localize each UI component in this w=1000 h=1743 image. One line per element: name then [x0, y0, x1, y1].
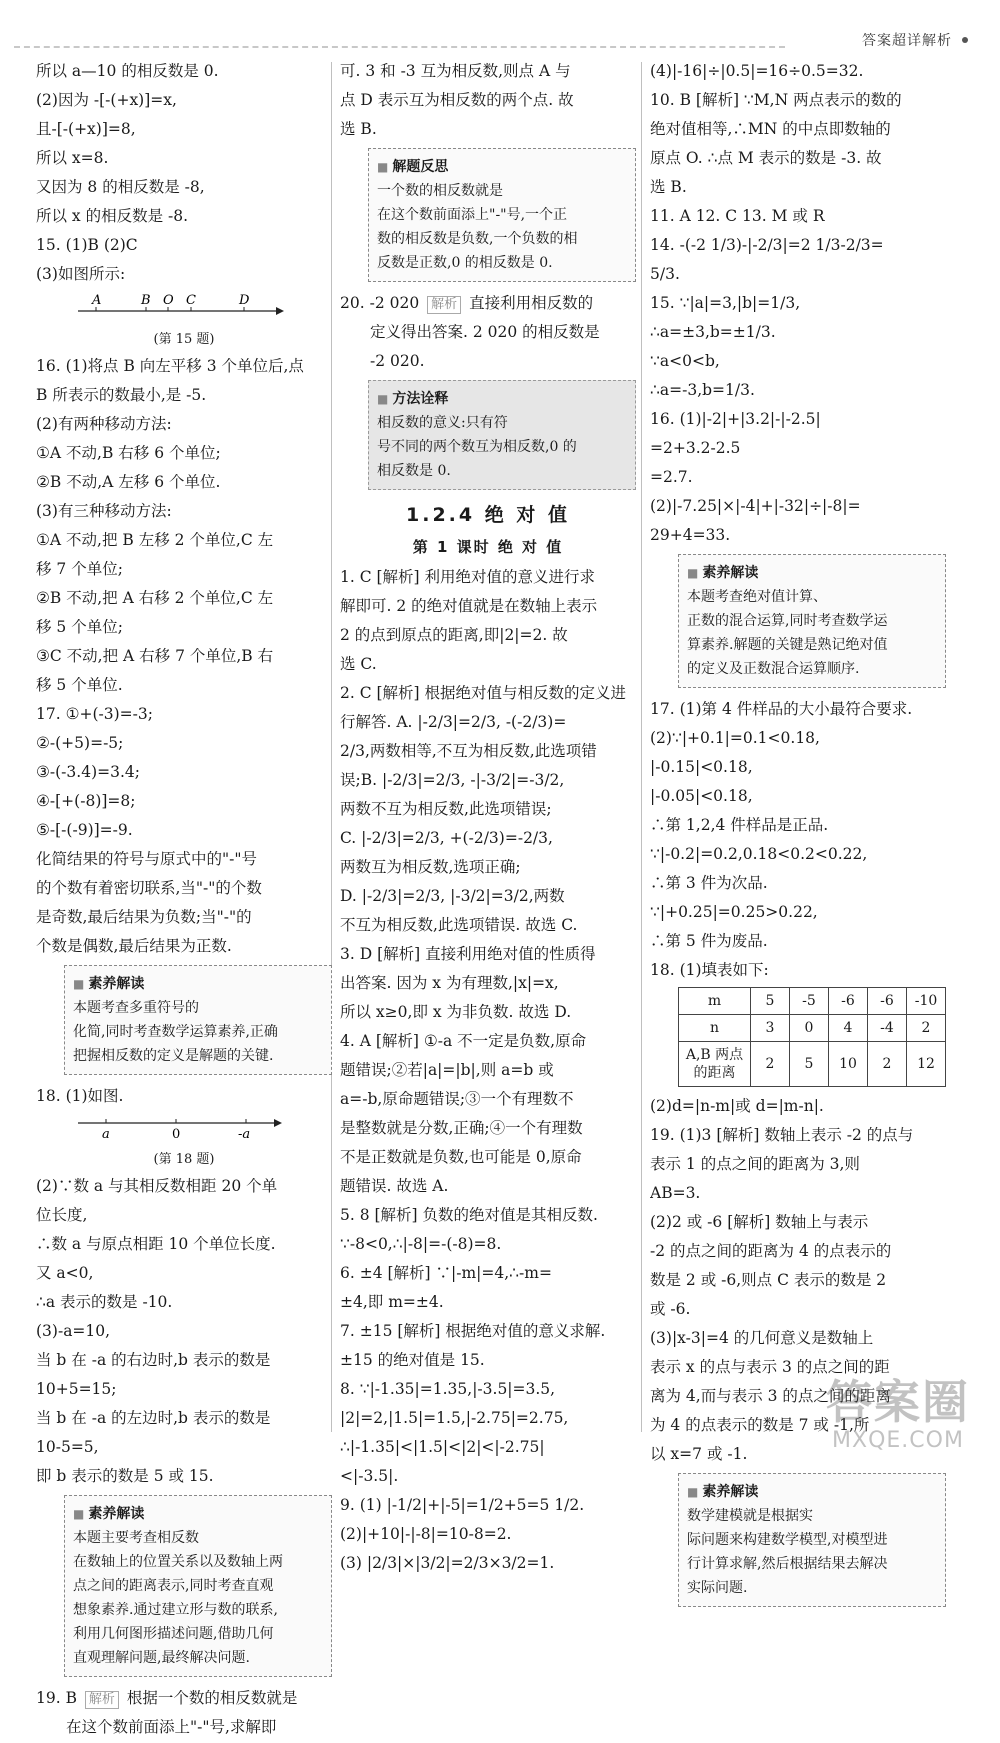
text-line: 数学建模就是根据实	[687, 1508, 813, 1524]
text-line: 相反数是 0.	[377, 463, 451, 479]
text-line: 数是 2 或 -6,则点 C 表示的数是 2	[650, 1271, 887, 1289]
text-line: 是奇数,最后结果为负数;当"-"的	[36, 908, 252, 926]
text-line: 号不同的两个数互为相反数,0 的	[377, 439, 577, 455]
row-header: m	[679, 988, 751, 1015]
figure-caption: (第 15 题)	[153, 332, 215, 347]
text-line: ∵|+0.25|=0.25>0.22,	[650, 903, 818, 921]
text-line: (2)|+10|-|-8|=10-8=2.	[340, 1525, 512, 1543]
text-line: 把握相反数的定义是解题的关键.	[73, 1048, 274, 1064]
text-line: 所以 x≥0,即 x 为非负数. 故选 D.	[340, 1003, 572, 1021]
answer-17	[36, 701, 332, 959]
text-line: -2 的点之间的距离为 4 的点表示的	[650, 1242, 892, 1260]
table-cell: 4	[829, 1015, 868, 1042]
text-line: 表示 1 的点之间的距离为 3,则	[650, 1155, 860, 1173]
text-line: ∴第 5 件为废品.	[650, 932, 768, 950]
table-cell: -4	[868, 1015, 907, 1042]
answer-9-cont	[650, 58, 946, 84]
text-line: 18. (1)如图.	[36, 1087, 124, 1105]
text-line: 10+5=15;	[36, 1380, 117, 1398]
text-line: 2. C [解析] 根据绝对值与相反数的定义进	[340, 684, 627, 702]
text-line: 或 -6.	[650, 1300, 691, 1318]
literacy-box	[64, 1495, 332, 1677]
text-line: |-0.15|<0.18,	[650, 758, 753, 776]
text-line: 反数是正数,0 的相反数是 0.	[377, 255, 553, 271]
text-line: 为 4 的点表示的数是 7 或 -1,所	[650, 1416, 870, 1434]
answer-18	[36, 1083, 332, 1109]
row-header: A,B 两点的距离	[679, 1042, 751, 1087]
text-line: 5/3.	[650, 265, 680, 283]
answer-6	[340, 1260, 636, 1315]
text-line: 15. (1)B (2)C	[36, 236, 138, 254]
column-1	[36, 58, 332, 1743]
text-line: 不互为相反数,此选项错误. 故选 C.	[340, 916, 578, 934]
point-label: a	[102, 1127, 110, 1141]
point-label: -a	[238, 1127, 251, 1141]
text-line: B 所表示的数最小,是 -5.	[36, 386, 207, 404]
answer-16	[650, 406, 946, 548]
answer-3	[340, 941, 636, 1025]
table-cell: 5	[751, 988, 790, 1015]
text-line: 19. (1)3 [解析] 数轴上表示 -2 的点与	[650, 1126, 914, 1144]
answer-1	[340, 564, 636, 677]
answer-19-cont	[340, 58, 636, 142]
text-line: 题错误;②若|a|=|b|,则 a=b 或	[340, 1061, 554, 1079]
box-title: ■ 素养解读	[687, 1484, 758, 1500]
text-line: 16. (1)|-2|+|3.2|-|-2.5|	[650, 410, 821, 428]
table-cell: -6	[868, 988, 907, 1015]
text-line: 出答案. 因为 x 为有理数,|x|=x,	[340, 974, 559, 992]
text-line: ±4,即 m=±4.	[340, 1293, 444, 1311]
box-title: ■ 素养解读	[687, 565, 758, 581]
answer-15	[36, 232, 332, 287]
text-line: 5. 8 [解析] 负数的绝对值是其相反数.	[340, 1206, 598, 1224]
text-line: ∵a<0<b,	[650, 352, 720, 370]
number-line-15	[76, 293, 332, 329]
text-line: ②B 不动,把 A 右移 2 个单位,C 左	[36, 589, 274, 607]
table-cell: 3	[751, 1015, 790, 1042]
text-line: 两数互为相反数,选项正确;	[340, 858, 521, 876]
text-line: 际问题来构建数学模型,对模型进	[687, 1532, 888, 1548]
answer-15	[650, 290, 946, 403]
text-line: 8. ∵|-1.35|=1.35,|-3.5|=3.5,	[340, 1380, 556, 1398]
text-line: ∴a 表示的数是 -10.	[36, 1293, 173, 1311]
text-line: 所以 x 的相反数是 -8.	[36, 207, 189, 225]
table-cell: 2	[868, 1042, 907, 1087]
text-line: 10-5=5,	[36, 1438, 99, 1456]
answer-5	[340, 1202, 636, 1257]
text-line: 相反数的意义:只有符	[377, 415, 508, 431]
answer-2	[340, 680, 636, 938]
text-line: 绝对值相等,∴MN 的中点即数轴的	[650, 120, 891, 138]
text-line: 个数是偶数,最后结果为正数.	[36, 937, 232, 955]
text-line: (3)如图所示:	[36, 265, 126, 283]
text-line: 在这个数前面添上"-"号,一个正	[377, 207, 568, 223]
table-cell: 2	[907, 1015, 946, 1042]
header-dot-icon	[962, 37, 968, 43]
analysis-tag: 解析	[85, 1691, 119, 1709]
text-line: -2 020.	[370, 352, 425, 370]
text-line: 即 b 表示的数是 5 或 15.	[36, 1467, 214, 1485]
text-line: 行计算求解,然后根据结果去解决	[687, 1556, 888, 1572]
text-line: ∴数 a 与原点相距 10 个单位长度.	[36, 1235, 276, 1253]
text-line: (3)有三种移动方法:	[36, 502, 172, 520]
text-line: 点 D 表示互为相反数的两个点. 故	[340, 91, 574, 109]
answer-14	[650, 232, 946, 287]
page-header	[14, 28, 980, 48]
text-line: (2)|-7.25|×|-4|+|-32|÷|-8|=	[650, 497, 861, 515]
table-cell: -5	[790, 988, 829, 1015]
box-title: ■ 素养解读	[73, 1506, 144, 1522]
text-line: 15. ∵|a|=3,|b|=1/3,	[650, 294, 801, 312]
answer-18-cont	[650, 1093, 946, 1119]
reflection-box	[368, 148, 636, 282]
text-line: 18. (1)填表如下:	[650, 961, 769, 979]
box-body	[687, 1504, 937, 1600]
text-line: 位长度,	[36, 1206, 88, 1224]
text-line: (3) |2/3|×|3/2|=2/3×3/2=1.	[340, 1554, 555, 1572]
text-line: 7. ±15 [解析] 根据绝对值的意义求解.	[340, 1322, 606, 1340]
text-line: 本题考查多重符号的	[73, 1000, 199, 1016]
answer-line: 在这个数前面添上"-"号,求解即	[66, 1718, 277, 1736]
text-line: 表示 x 的点与表示 3 的点之间的距	[650, 1358, 890, 1376]
text-line: a=-b,原命题错误;③一个有理数不	[340, 1090, 574, 1108]
text-line: 可. 3 和 -3 互为相反数,则点 A 与	[340, 62, 571, 80]
text-line: =2.7.	[650, 468, 693, 486]
text-line: 本题主要考查相反数	[73, 1530, 199, 1546]
box-body	[377, 411, 627, 483]
text-line: 所以 a—10 的相反数是 0.	[36, 62, 219, 80]
text-line: |-0.05|<0.18,	[650, 787, 753, 805]
text-line: 以 x=7 或 -1.	[650, 1445, 748, 1463]
text-line: ∴a=-3,b=1/3.	[650, 381, 755, 399]
text-line: ②B 不动,A 左移 6 个单位.	[36, 473, 221, 491]
text-line: (3)|x-3|=4 的几何意义是数轴上	[650, 1329, 874, 1347]
text-line: 且-[-(+x)]=8,	[36, 120, 136, 138]
point-label: O	[163, 293, 174, 308]
text-line: 数的相反数是负数,一个负数的相	[377, 231, 578, 247]
text-line: 化简结果的符号与原式中的"-"号	[36, 850, 257, 868]
text-line: 所以 x=8.	[36, 149, 109, 167]
text-line: C. |-2/3|=2/3, +(-2/3)=-2/3,	[340, 829, 553, 847]
text-line: ∴第 3 件为次品.	[650, 874, 768, 892]
text-line: AB=3.	[650, 1184, 701, 1202]
text-line: 当 b 在 -a 的左边时,b 表示的数是	[36, 1409, 271, 1427]
answer-18-cont	[36, 1173, 332, 1489]
point-label: C	[186, 293, 196, 308]
text-line: 2/3,两数相等,不互为相反数,此选项错	[340, 742, 597, 760]
table-row	[679, 1042, 946, 1087]
table-cell: -6	[829, 988, 868, 1015]
text-line: 16. (1)将点 B 向左平移 3 个单位后,点	[36, 357, 304, 375]
text-line: ∵|-0.2|=0.2,0.18<0.2<0.22,	[650, 845, 868, 863]
column-divider	[641, 62, 642, 1432]
text-line: 是整数就是分数,正确;④一个有理数	[340, 1119, 583, 1137]
answer-9	[340, 1492, 636, 1576]
method-box	[368, 380, 636, 490]
text-line: ①A 不动,B 右移 6 个单位;	[36, 444, 221, 462]
point-label: B	[141, 293, 151, 308]
text-line: 又 a<0,	[36, 1264, 94, 1282]
answer-table	[678, 987, 946, 1087]
text-line: 选 B.	[650, 178, 687, 196]
box-body	[73, 1526, 323, 1670]
text-line: 定义得出答案. 2 020 的相反数是	[370, 323, 600, 341]
point-label: 0	[172, 1127, 181, 1141]
text-line: 直观理解问题,最终解决问题.	[73, 1650, 250, 1666]
text-line: (2)有两种移动方法:	[36, 415, 172, 433]
text-line: 行解答. A. |-2/3|=2/3, -(-2/3)=	[340, 713, 567, 731]
box-title: ■ 素养解读	[73, 976, 144, 992]
text-line: 17. ①+(-3)=-3;	[36, 705, 153, 723]
text-line: 9. (1) |-1/2|+|-5|=1/2+5=5 1/2.	[340, 1496, 585, 1514]
point-label: A	[92, 293, 102, 308]
text-line: 11. A 12. C 13. M 或 R	[650, 207, 825, 225]
answer-10	[650, 87, 946, 200]
box-body	[687, 585, 937, 681]
text-line: 6. ±4 [解析] ∵|-m|=4,∴-m=	[340, 1264, 552, 1282]
figure-caption: (第 18 题)	[153, 1152, 215, 1167]
number-line-18	[76, 1115, 332, 1149]
text-line: 想象素养.通过建立形与数的联系,	[73, 1602, 278, 1618]
text-line: ③C 不动,把 A 右移 7 个单位,B 右	[36, 647, 274, 665]
literacy-box	[678, 554, 946, 688]
text-line: 在数轴上的位置关系以及数轴上两	[73, 1554, 283, 1570]
text-line: ③-(-3.4)=3.4;	[36, 763, 140, 781]
analysis-tag: 解析	[427, 296, 461, 314]
text-line: 两数不互为相反数,此选项错误;	[340, 800, 552, 818]
text-line: 一个数的相反数就是	[377, 183, 503, 199]
text-line: 原点 O. ∴点 M 表示的数是 -3. 故	[650, 149, 882, 167]
text-line: 利用几何图形描述问题,借助几何	[73, 1626, 274, 1642]
answer-20	[340, 290, 636, 316]
answer-8	[340, 1376, 636, 1489]
point-label: D	[239, 293, 250, 308]
text-line: (2)∵|+0.1|=0.1<0.18,	[650, 729, 820, 747]
text-line: |2|=2,|1.5|=1.5,|-2.75|=2.75,	[340, 1409, 569, 1427]
answer-lead: 19. B	[36, 1689, 77, 1707]
answer-17	[650, 696, 946, 954]
text-line: ①A 不动,把 B 左移 2 个单位,C 左	[36, 531, 274, 549]
box-body	[73, 996, 323, 1068]
text-line: 误;B. |-2/3|=2/3, -|-3/2|=-3/2,	[340, 771, 565, 789]
text-line: (4)|-16|÷|0.5|=16÷0.5=32.	[650, 62, 864, 80]
text-line: 实际问题.	[687, 1580, 748, 1596]
lesson-title: 第 1 课时 绝 对 值	[412, 538, 564, 556]
table-cell: 12	[907, 1042, 946, 1087]
text-line: 移 7 个单位;	[36, 560, 123, 578]
literacy-box	[678, 1473, 946, 1607]
text-line: 4. A [解析] ①-a 不一定是负数,原命	[340, 1032, 587, 1050]
text-line: ∴第 1,2,4 件样品是正品.	[650, 816, 829, 834]
answer-20-cont	[340, 319, 636, 374]
header-divider	[14, 46, 785, 48]
table-cell: 10	[829, 1042, 868, 1087]
answer-11-13	[650, 203, 946, 229]
answer-4	[340, 1028, 636, 1199]
text-line: 2 的点到原点的距离,即|2|=2. 故	[340, 626, 568, 644]
answer-text: 直接利用相反数的	[469, 294, 594, 312]
text-line: (2)∵数 a 与其相反数相距 20 个单	[36, 1177, 278, 1195]
answer-block	[36, 58, 332, 229]
answer-7	[340, 1318, 636, 1373]
table-row	[679, 1015, 946, 1042]
text-line: 选 C.	[340, 655, 377, 673]
box-title: ■ 方法诠释	[377, 391, 448, 407]
text-line: 的定义及正数混合运算顺序.	[687, 661, 860, 677]
box-body	[377, 179, 627, 275]
text-line: 14. -(-2 1/3)-|-2/3|=2 1/3-2/3=	[650, 236, 884, 254]
text-line: D. |-2/3|=2/3, |-3/2|=3/2,两数	[340, 887, 565, 905]
text-line: 算素养.解题的关键是熟记绝对值	[687, 637, 888, 653]
text-line: 29+4=33.	[650, 526, 731, 544]
text-line: ②-(+5)=-5;	[36, 734, 124, 752]
table-cell: 5	[790, 1042, 829, 1087]
table-cell: -10	[907, 988, 946, 1015]
text-line: 不是正数就是负数,也可能是 0,原命	[340, 1148, 582, 1166]
section-title: 1.2.4 绝 对 值	[406, 504, 570, 526]
table-cell: 2	[751, 1042, 790, 1087]
text-line: 本题考查绝对值计算、	[687, 589, 827, 605]
text-line: 又因为 8 的相反数是 -8,	[36, 178, 205, 196]
table-row	[679, 988, 946, 1015]
text-line: 3. D [解析] 直接利用绝对值的性质得	[340, 945, 596, 963]
text-line: (3)-a=10,	[36, 1322, 111, 1340]
answer-16	[36, 353, 332, 698]
text-line: 当 b 在 -a 的右边时,b 表示的数是	[36, 1351, 271, 1369]
text-line: ④-[+(-8)]=8;	[36, 792, 136, 810]
text-line: 17. (1)第 4 件样品的大小最符合要求.	[650, 700, 913, 718]
text-line: =2+3.2-2.5	[650, 439, 741, 457]
text-line: (2)2 或 -6 [解析] 数轴上与表示	[650, 1213, 869, 1231]
answer-18	[650, 957, 946, 983]
text-line: 化简,同时考查数学运算素养,正确	[73, 1024, 278, 1040]
text-line: <|-3.5|.	[340, 1467, 399, 1485]
answer-19	[36, 1685, 332, 1711]
text-line: 1. C [解析] 利用绝对值的意义进行求	[340, 568, 596, 586]
answer-text: 根据一个数的相反数就是	[126, 1689, 298, 1707]
text-line: 移 5 个单位;	[36, 618, 123, 636]
text-line: 解即可. 2 的绝对值就是在数轴上表示	[340, 597, 598, 615]
literacy-box	[64, 965, 332, 1075]
watermark-logo	[826, 1366, 970, 1453]
table-cell: 0	[790, 1015, 829, 1042]
answer-lead: 20. -2 020	[340, 294, 420, 312]
text-line: 移 5 个单位.	[36, 676, 123, 694]
row-header: n	[679, 1015, 751, 1042]
text-line: ∵-8<0,∴|-8|=-(-8)=8.	[340, 1235, 502, 1253]
watermark-text: 答案圈	[826, 1375, 970, 1429]
text-line: 的个数有着密切联系,当"-"的个数	[36, 879, 262, 897]
text-line: 离为 4,而与表示 3 的点之间的距离	[650, 1387, 891, 1405]
text-line: 题错误. 故选 A.	[340, 1177, 449, 1195]
text-line: 选 B.	[340, 120, 377, 138]
text-line: 点之间的距离表示,同时考查直观	[73, 1578, 274, 1594]
text-line: 正数的混合运算,同时考查数学运	[687, 613, 888, 629]
text-line: ⑤-[-(-9)]=-9.	[36, 821, 133, 839]
header-title: 答案超详解析	[862, 33, 952, 49]
text-line: (2)d=|n-m|或 d=|m-n|.	[650, 1097, 824, 1115]
text-line: ∴a=±3,b=±1/3.	[650, 323, 776, 341]
text-line: 10. B [解析] ∵M,N 两点表示的数的	[650, 91, 902, 109]
text-line: (2)因为 -[-(+x)]=x,	[36, 91, 177, 109]
text-line: ∴|-1.35|<|1.5|<|2|<|-2.75|	[340, 1438, 545, 1456]
watermark-url: MXQE.COM	[832, 1428, 964, 1453]
text-line: ±15 的绝对值是 15.	[340, 1351, 485, 1369]
column-2	[340, 58, 636, 1579]
box-title: ■ 解题反思	[377, 159, 448, 175]
